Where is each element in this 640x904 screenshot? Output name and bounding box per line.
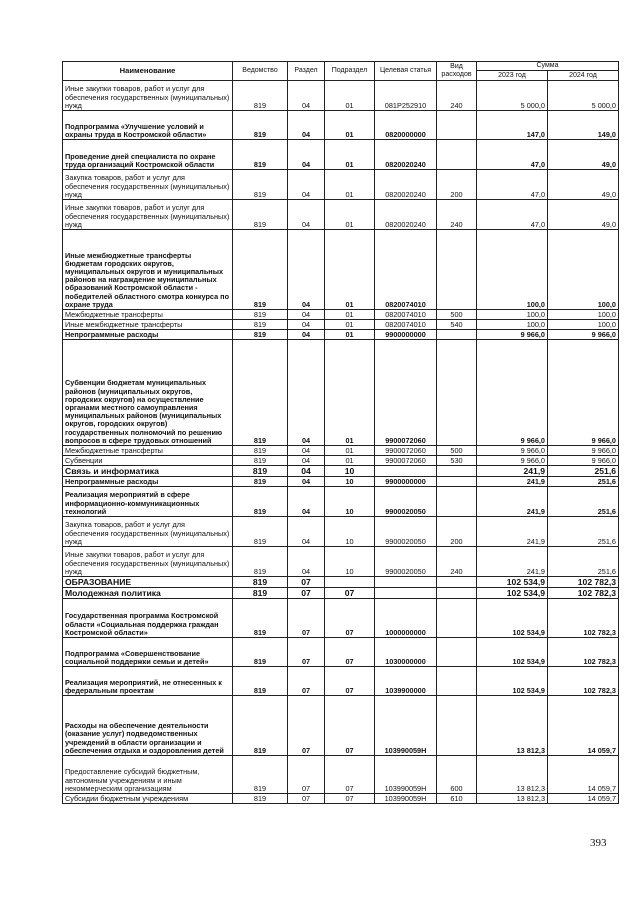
cell-name: Субвенции	[63, 456, 233, 466]
cell-sum-2024: 49,0	[548, 170, 619, 200]
header-type: Вид расходов	[437, 62, 477, 81]
cell-target: 9900020050	[375, 487, 437, 517]
cell-subsection: 10	[325, 547, 375, 577]
cell-department: 819	[233, 599, 288, 638]
cell-target	[375, 466, 437, 477]
cell-section: 04	[288, 466, 325, 477]
cell-section: 04	[288, 200, 325, 230]
cell-type	[437, 588, 477, 599]
cell-type: 240	[437, 200, 477, 230]
cell-sum-2023: 5 000,0	[477, 81, 548, 111]
cell-subsection: 01	[325, 320, 375, 330]
cell-department: 819	[233, 200, 288, 230]
table-row	[63, 638, 619, 667]
table-row	[63, 340, 619, 446]
cell-sum-2023: 100,0	[477, 310, 548, 320]
cell-department: 819	[233, 696, 288, 756]
cell-type	[437, 140, 477, 170]
table-row	[63, 200, 619, 230]
cell-section: 04	[288, 81, 325, 111]
cell-name: Иные межбюджетные трансферты бюджетам городских округов, муниципальных округов и муниципальных районов на награждение муниципальных образований Костромской области - победителей областного смотра конкурса по охране труда	[63, 230, 233, 310]
cell-subsection: 01	[325, 230, 375, 310]
cell-target: 0820020240	[375, 140, 437, 170]
cell-type	[437, 599, 477, 638]
cell-sum-2024: 251,6	[548, 477, 619, 487]
cell-subsection: 07	[325, 756, 375, 794]
cell-sum-2023: 13 812,3	[477, 696, 548, 756]
cell-name: Подпрограмма «Совершенствование социальной поддержки семьи и детей»	[63, 638, 233, 667]
cell-section: 04	[288, 320, 325, 330]
cell-name: Государственная программа Костромской области «Социальная поддержка граждан Костромской области»	[63, 599, 233, 638]
cell-sum-2023: 102 534,9	[477, 638, 548, 667]
cell-sum-2023: 9 966,0	[477, 340, 548, 446]
cell-type	[437, 230, 477, 310]
table-row	[63, 599, 619, 638]
table-row	[63, 477, 619, 487]
cell-sum-2024: 9 966,0	[548, 456, 619, 466]
cell-department: 819	[233, 330, 288, 340]
table-row	[63, 577, 619, 588]
cell-name: Непрограммные расходы	[63, 477, 233, 487]
cell-name: Иные закупки товаров, работ и услуг для обеспечения государственных (муниципальных) нужд	[63, 200, 233, 230]
cell-sum-2023: 102 534,9	[477, 588, 548, 599]
cell-name: Проведение дней специалиста по охране труда организаций Костромской области	[63, 140, 233, 170]
cell-department: 819	[233, 547, 288, 577]
cell-sum-2023: 47,0	[477, 140, 548, 170]
table-row	[63, 140, 619, 170]
table-row	[63, 517, 619, 547]
cell-department: 819	[233, 577, 288, 588]
cell-department: 819	[233, 756, 288, 794]
cell-section: 04	[288, 310, 325, 320]
cell-target: 0820000000	[375, 111, 437, 140]
budget-table	[62, 61, 619, 804]
cell-name: Молодежная политика	[63, 588, 233, 599]
cell-name: Расходы на обеспечение деятельности (оказание услуг) подведомственных учреждений в области организации и обеспечения отдыха и оздоровления детей	[63, 696, 233, 756]
cell-type	[437, 340, 477, 446]
cell-subsection	[325, 577, 375, 588]
cell-department: 819	[233, 794, 288, 804]
header-target: Целевая статья	[375, 62, 437, 81]
table-row	[63, 696, 619, 756]
cell-type: 240	[437, 547, 477, 577]
cell-type	[437, 111, 477, 140]
cell-name: Закупка товаров, работ и услуг для обеспечения государственных (муниципальных) нужд	[63, 517, 233, 547]
cell-sum-2024: 9 966,0	[548, 446, 619, 456]
cell-department: 819	[233, 456, 288, 466]
cell-section: 07	[288, 638, 325, 667]
cell-name: Иные закупки товаров, работ и услуг для обеспечения государственных (муниципальных) нужд	[63, 547, 233, 577]
cell-target: 1030000000	[375, 638, 437, 667]
cell-subsection: 01	[325, 456, 375, 466]
cell-subsection: 01	[325, 446, 375, 456]
cell-subsection: 01	[325, 200, 375, 230]
page-number: 393	[590, 837, 607, 849]
cell-sum-2024: 251,6	[548, 517, 619, 547]
header-name: Наименование	[63, 62, 233, 81]
table-body	[63, 81, 619, 804]
table-row	[63, 446, 619, 456]
cell-subsection: 07	[325, 588, 375, 599]
cell-type	[437, 577, 477, 588]
cell-target: 1039900000	[375, 667, 437, 696]
cell-sum-2024: 100,0	[548, 320, 619, 330]
cell-department: 819	[233, 111, 288, 140]
cell-sum-2024: 14 059,7	[548, 794, 619, 804]
cell-subsection: 07	[325, 794, 375, 804]
cell-name: Межбюджетные трансферты	[63, 310, 233, 320]
cell-subsection: 07	[325, 599, 375, 638]
cell-department: 819	[233, 140, 288, 170]
cell-name: Реализация мероприятий в сфере информационно-коммуникационных технологий	[63, 487, 233, 517]
cell-subsection: 10	[325, 477, 375, 487]
cell-sum-2024: 102 782,3	[548, 588, 619, 599]
cell-type	[437, 330, 477, 340]
cell-section: 07	[288, 577, 325, 588]
cell-subsection: 01	[325, 310, 375, 320]
cell-type: 240	[437, 81, 477, 111]
table-row	[63, 667, 619, 696]
cell-type: 530	[437, 456, 477, 466]
cell-name: Субсидии бюджетным учреждениям	[63, 794, 233, 804]
cell-subsection: 01	[325, 170, 375, 200]
cell-name: Иные межбюджетные трансферты	[63, 320, 233, 330]
cell-sum-2024: 49,0	[548, 200, 619, 230]
cell-section: 04	[288, 111, 325, 140]
cell-department: 819	[233, 310, 288, 320]
cell-department: 819	[233, 340, 288, 446]
cell-sum-2024: 14 059,7	[548, 756, 619, 794]
cell-name: Реализация мероприятий, не отнесенных к федеральным проектам	[63, 667, 233, 696]
cell-type: 610	[437, 794, 477, 804]
cell-subsection: 10	[325, 517, 375, 547]
cell-target: 9900072060	[375, 446, 437, 456]
cell-target: 103990059Н	[375, 794, 437, 804]
cell-target: 0820020240	[375, 200, 437, 230]
cell-target: 9900000000	[375, 477, 437, 487]
cell-sum-2023: 241,9	[477, 466, 548, 477]
cell-sum-2024: 102 782,3	[548, 599, 619, 638]
table-row	[63, 330, 619, 340]
cell-target: 103990059Н	[375, 756, 437, 794]
cell-sum-2023: 102 534,9	[477, 667, 548, 696]
cell-section: 04	[288, 330, 325, 340]
cell-sum-2023: 241,9	[477, 517, 548, 547]
cell-section: 07	[288, 667, 325, 696]
header-2023: 2023 год	[477, 71, 548, 81]
cell-name: Субвенции бюджетам муниципальных районов (муниципальных округов, городских округов) на осуществление органами местного самоуправления муниципальных районов (муниципальных округов, городских округов) государственных полномочий по решению вопросов в сфере трудовых отношений	[63, 340, 233, 446]
cell-section: 07	[288, 794, 325, 804]
cell-subsection: 01	[325, 111, 375, 140]
cell-target: 081P252910	[375, 81, 437, 111]
table-row	[63, 310, 619, 320]
cell-subsection: 01	[325, 140, 375, 170]
cell-sum-2023: 9 966,0	[477, 330, 548, 340]
cell-target: 0820020240	[375, 170, 437, 200]
table-row	[63, 320, 619, 330]
cell-sum-2024: 251,6	[548, 466, 619, 477]
cell-section: 04	[288, 140, 325, 170]
cell-target: 0820074010	[375, 230, 437, 310]
cell-subsection: 01	[325, 81, 375, 111]
cell-section: 04	[288, 340, 325, 446]
table-row	[63, 794, 619, 804]
cell-sum-2023: 9 966,0	[477, 456, 548, 466]
cell-department: 819	[233, 487, 288, 517]
cell-department: 819	[233, 170, 288, 200]
cell-name: Межбюджетные трансферты	[63, 446, 233, 456]
cell-department: 819	[233, 320, 288, 330]
cell-sum-2023: 9 966,0	[477, 446, 548, 456]
cell-type	[437, 667, 477, 696]
cell-sum-2024: 149,0	[548, 111, 619, 140]
cell-department: 819	[233, 477, 288, 487]
cell-type	[437, 466, 477, 477]
table-header	[63, 62, 619, 81]
cell-target: 0820074010	[375, 310, 437, 320]
cell-sum-2023: 241,9	[477, 477, 548, 487]
cell-department: 819	[233, 230, 288, 310]
cell-sum-2023: 147,0	[477, 111, 548, 140]
cell-sum-2023: 241,9	[477, 547, 548, 577]
cell-type: 200	[437, 170, 477, 200]
cell-department: 819	[233, 517, 288, 547]
cell-target	[375, 588, 437, 599]
cell-type	[437, 638, 477, 667]
cell-sum-2023: 47,0	[477, 170, 548, 200]
header-sum: Сумма	[477, 62, 619, 71]
cell-type: 500	[437, 310, 477, 320]
cell-sum-2023: 100,0	[477, 320, 548, 330]
table-row	[63, 111, 619, 140]
cell-department: 819	[233, 667, 288, 696]
cell-target: 9900072060	[375, 456, 437, 466]
table-row	[63, 170, 619, 200]
cell-target: 1000000000	[375, 599, 437, 638]
table-row	[63, 230, 619, 310]
cell-subsection: 01	[325, 330, 375, 340]
cell-section: 04	[288, 456, 325, 466]
cell-section: 04	[288, 547, 325, 577]
cell-name: ОБРАЗОВАНИЕ	[63, 577, 233, 588]
cell-section: 07	[288, 599, 325, 638]
cell-section: 04	[288, 477, 325, 487]
cell-department: 819	[233, 466, 288, 477]
cell-subsection: 07	[325, 638, 375, 667]
cell-target: 9900020050	[375, 517, 437, 547]
cell-name: Связь и информатика	[63, 466, 233, 477]
cell-target: 9900020050	[375, 547, 437, 577]
cell-section: 07	[288, 588, 325, 599]
cell-sum-2024: 14 059,7	[548, 696, 619, 756]
cell-sum-2023: 102 534,9	[477, 577, 548, 588]
table-row	[63, 81, 619, 111]
cell-target	[375, 577, 437, 588]
cell-sum-2023: 241,9	[477, 487, 548, 517]
cell-name: Закупка товаров, работ и услуг для обеспечения государственных (муниципальных) нужд	[63, 170, 233, 200]
cell-department: 819	[233, 446, 288, 456]
cell-subsection: 01	[325, 340, 375, 446]
cell-section: 04	[288, 446, 325, 456]
cell-target: 9900000000	[375, 330, 437, 340]
cell-sum-2024: 251,6	[548, 487, 619, 517]
cell-sum-2024: 102 782,3	[548, 577, 619, 588]
cell-type	[437, 477, 477, 487]
cell-subsection: 10	[325, 466, 375, 477]
cell-target: 9900072060	[375, 340, 437, 446]
cell-type	[437, 487, 477, 517]
cell-section: 04	[288, 487, 325, 517]
cell-section: 04	[288, 170, 325, 200]
cell-section: 04	[288, 230, 325, 310]
cell-department: 819	[233, 638, 288, 667]
cell-sum-2023: 47,0	[477, 200, 548, 230]
cell-sum-2024: 100,0	[548, 310, 619, 320]
cell-section: 07	[288, 696, 325, 756]
cell-name: Предоставление субсидий бюджетным, автономным учреждениям и иным некоммерческим организациям	[63, 756, 233, 794]
cell-sum-2023: 13 812,3	[477, 756, 548, 794]
header-subsection: Подраздел	[325, 62, 375, 81]
table-row	[63, 588, 619, 599]
header-section: Раздел	[288, 62, 325, 81]
cell-section: 07	[288, 756, 325, 794]
cell-target: 103990059Н	[375, 696, 437, 756]
cell-subsection: 10	[325, 487, 375, 517]
cell-sum-2023: 13 812,3	[477, 794, 548, 804]
cell-sum-2024: 102 782,3	[548, 667, 619, 696]
cell-sum-2024: 100,0	[548, 230, 619, 310]
cell-sum-2023: 102 534,9	[477, 599, 548, 638]
cell-type: 200	[437, 517, 477, 547]
cell-department: 819	[233, 588, 288, 599]
cell-subsection: 07	[325, 667, 375, 696]
cell-sum-2024: 9 966,0	[548, 330, 619, 340]
cell-sum-2024: 5 000,0	[548, 81, 619, 111]
cell-subsection: 07	[325, 696, 375, 756]
cell-name: Иные закупки товаров, работ и услуг для обеспечения государственных (муниципальных) нужд	[63, 81, 233, 111]
cell-name: Непрограммные расходы	[63, 330, 233, 340]
table-row	[63, 466, 619, 477]
table-row	[63, 487, 619, 517]
cell-sum-2024: 251,6	[548, 547, 619, 577]
cell-type: 500	[437, 446, 477, 456]
cell-department: 819	[233, 81, 288, 111]
cell-target: 0820074010	[375, 320, 437, 330]
cell-sum-2024: 9 966,0	[548, 340, 619, 446]
cell-type: 600	[437, 756, 477, 794]
cell-name: Подпрограмма «Улучшение условий и охраны труда в Костромской области»	[63, 111, 233, 140]
cell-type	[437, 696, 477, 756]
cell-sum-2024: 102 782,3	[548, 638, 619, 667]
table-row	[63, 756, 619, 794]
header-department: Ведомство	[233, 62, 288, 81]
cell-type: 540	[437, 320, 477, 330]
header-2024: 2024 год	[548, 71, 619, 81]
cell-section: 04	[288, 517, 325, 547]
table-row	[63, 456, 619, 466]
table-row	[63, 547, 619, 577]
cell-sum-2024: 49,0	[548, 140, 619, 170]
cell-sum-2023: 100,0	[477, 230, 548, 310]
